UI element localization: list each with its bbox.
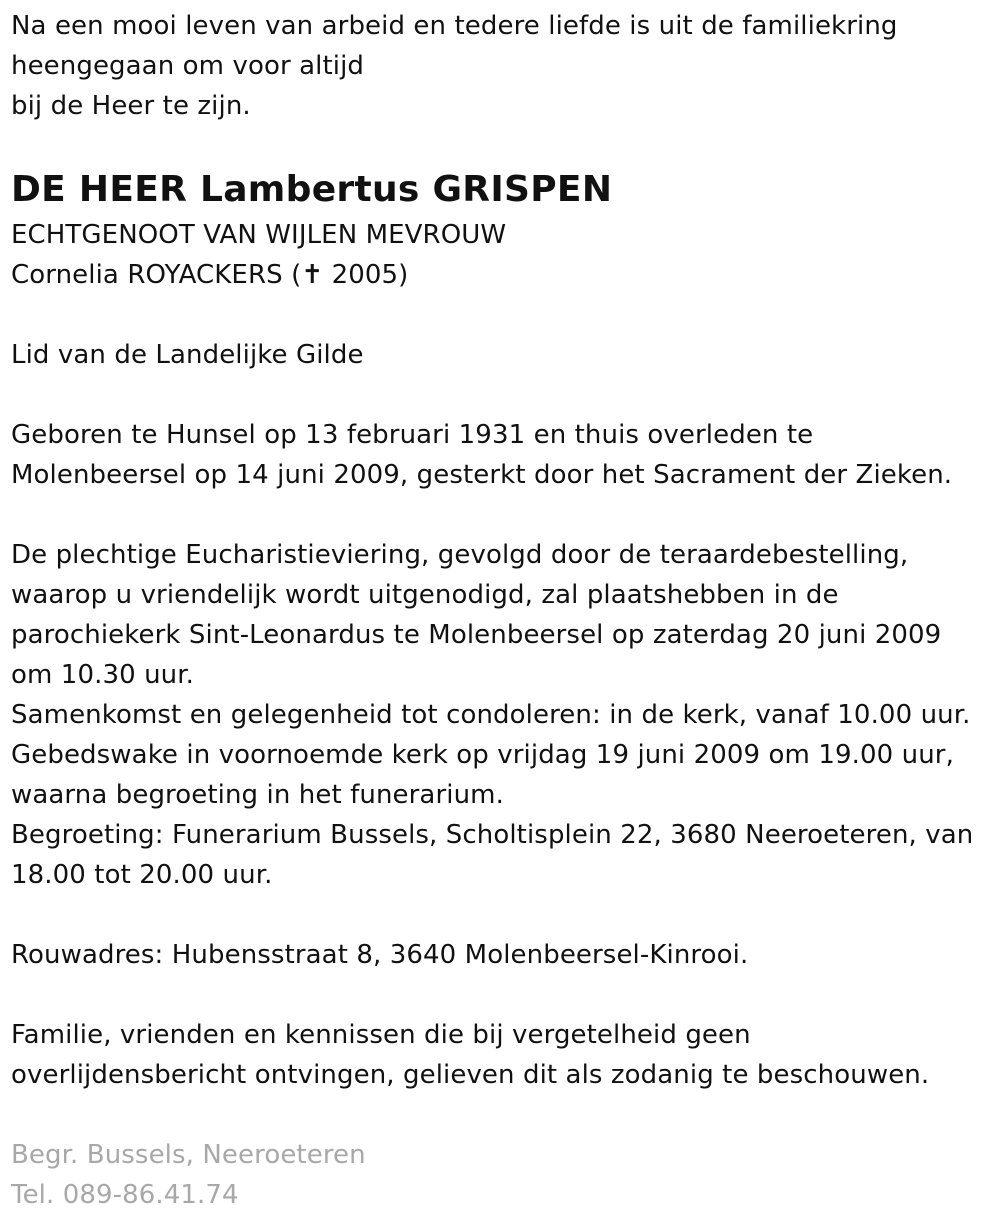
undertaker-name: Begr. Bussels, Neeroeteren [11,1140,366,1170]
paragraph-line: Familie, vrienden en kennissen die bij vergetelheid geen [11,1020,751,1050]
intro-line: bij de Heer te zijn. [11,91,251,121]
undertaker-info [11,1135,1000,1215]
undertaker-phone: Tel. 089-86.41.74 [11,1180,239,1210]
paragraph-line: waarna begroeting in het funerarium. [11,780,504,810]
intro-line: heengegaan om voor altijd [11,51,365,81]
ceremony-paragraph [11,535,1000,895]
paragraph-line: parochiekerk Sint-Leonardus te Molenbeersel op zaterdag 20 juni 2009 [11,620,942,650]
deceased-name: DE HEER Lambertus GRISPEN [11,169,613,210]
paragraph-line: 18.00 tot 20.00 uur. [11,860,273,890]
intro-text [11,6,1000,126]
paragraph-line: waarop u vriendelijk wordt uitgenodigd, zal plaatshebben in de [11,580,839,610]
paragraph-line: Gebedswake in voornoemde kerk op vrijdag 19 juni 2009 om 19.00 uur, [11,740,954,770]
paragraph-line: De plechtige Eucharistieviering, gevolgd door de teraardebestelling, [11,540,909,570]
paragraph-line: Samenkomst en gelegenheid tot condoleren: in de kerk, vanaf 10.00 uur. [11,700,971,730]
intro-line: Na een mooi leven van arbeid en tedere liefde is uit de familiekring [11,11,898,41]
spouse-name: Cornelia ROYACKERS (✝ 2005) [11,260,409,290]
membership: Lid van de Landelijke Gilde [11,340,364,370]
closing-paragraph [11,1015,1000,1095]
birth-death-paragraph [11,415,1000,495]
paragraph-line: om 10.30 uur. [11,660,195,690]
paragraph-line: Molenbeersel op 14 juni 2009, gesterkt door het Sacrament der Zieken. [11,460,953,490]
paragraph-line: overlijdensbericht ontvingen, gelieven dit als zodanig te beschouwen. [11,1060,930,1090]
spouse-title: ECHTGENOOT VAN WIJLEN MEVROUW [11,220,507,250]
mourning-address: Rouwadres: Hubensstraat 8, 3640 Molenbeersel-Kinrooi. [11,940,749,970]
paragraph-line: Geboren te Hunsel op 13 februari 1931 en thuis overleden te [11,420,814,450]
paragraph-line: Begroeting: Funerarium Bussels, Scholtisplein 22, 3680 Neeroeteren, van [11,820,974,850]
